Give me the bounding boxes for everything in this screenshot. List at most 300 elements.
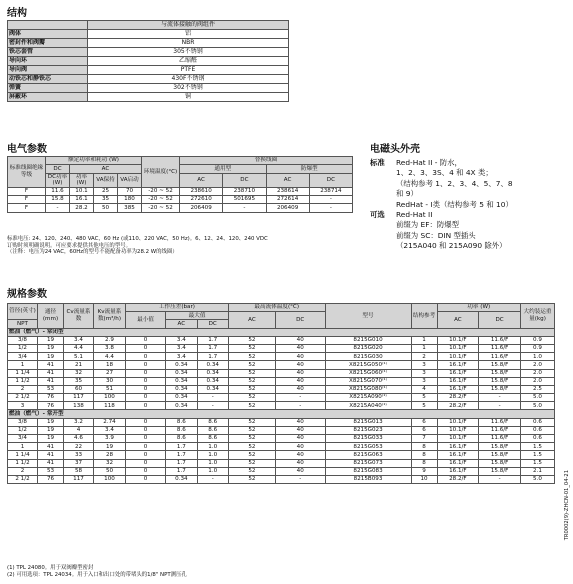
solenoid-text: RedHat - I类（结构参考 5 和 10） — [396, 199, 513, 209]
cell: 8215G013 — [325, 418, 411, 426]
cell: 206409 — [180, 204, 223, 212]
cell: 1 1/4 — [8, 451, 38, 459]
col-orifice: 通径(mm) — [38, 304, 64, 329]
solenoid-text: 和 9） — [396, 189, 418, 199]
cell: 5.0 — [521, 475, 555, 483]
table-row — [8, 443, 555, 451]
cell: 1 — [411, 344, 437, 352]
cell: 8 — [411, 443, 437, 451]
cell: 1.7 — [166, 451, 197, 459]
table-row — [8, 426, 555, 434]
cell: - — [479, 475, 521, 483]
cell: 0.34 — [166, 475, 197, 483]
cell: 18 — [94, 361, 126, 369]
cell: 3.9 — [94, 435, 126, 443]
cell: 52 — [228, 443, 275, 451]
cell: 3/8 — [8, 418, 38, 426]
cell: 3.4 — [166, 344, 197, 352]
cell: 0 — [126, 418, 166, 426]
cell: 28.2/F — [437, 475, 479, 483]
cell: 8215G063 — [325, 451, 411, 459]
cell: 3/4 — [8, 353, 38, 361]
cell: 15.8 — [46, 195, 70, 203]
col-pressure-max: 最大值 — [166, 312, 229, 320]
cell: -20 ~ 52 — [142, 195, 180, 203]
spec-title: 规格参数 — [7, 289, 47, 300]
col-construction: 结构参考 — [411, 304, 437, 329]
cell: 1 — [411, 336, 437, 344]
cell: 0.6 — [521, 418, 555, 426]
structure-key: 导向阀 — [8, 66, 88, 75]
solenoid-text: （结构参考 1、2、3、4、5、7、8 — [396, 178, 513, 188]
cell: 118 — [94, 402, 126, 410]
cell: 40 — [275, 418, 325, 426]
cell: 4.6 — [64, 435, 94, 443]
cell: 52 — [228, 435, 275, 443]
cell: 180 — [118, 195, 142, 203]
cell: 16.1/F — [437, 467, 479, 475]
cell: 2.1 — [521, 467, 555, 475]
cell: 40 — [275, 443, 325, 451]
structure-value: 302不锈钢 — [88, 84, 289, 93]
cell: 2.0 — [521, 377, 555, 385]
cell: 11.6/F — [479, 435, 521, 443]
col-general-dc: DC — [223, 173, 266, 187]
cell: 385 — [118, 204, 142, 212]
solenoid-text: 1、2、3、3S、4 和 4X 类； — [396, 168, 493, 178]
col-va-hold: VA保持 — [94, 173, 118, 187]
cell: 0.9 — [521, 344, 555, 352]
cell: 3.4 — [166, 353, 197, 361]
cell: 16.1/F — [437, 361, 479, 369]
cell: 0.34 — [166, 394, 197, 402]
cell: 3 — [411, 361, 437, 369]
cell: 3/4 — [8, 435, 38, 443]
cell: 10.1/F — [437, 344, 479, 352]
cell: 50 — [94, 467, 126, 475]
cell: 40 — [275, 459, 325, 467]
structure-key: 动铁芯和静铁芯 — [8, 75, 88, 84]
cell: 4.4 — [64, 344, 94, 352]
cell: 0.34 — [166, 361, 197, 369]
cell: 50 — [94, 204, 118, 212]
cell: 0 — [126, 467, 166, 475]
cell: 1.0 — [197, 443, 228, 451]
cell: 1 1/4 — [8, 369, 38, 377]
cell: 1.5 — [521, 459, 555, 467]
cell: 0 — [126, 353, 166, 361]
col-power-ac: AC — [437, 312, 479, 328]
cell: 16.1/F — [437, 369, 479, 377]
cell: 272610 — [180, 195, 223, 203]
cell: 1.7 — [197, 344, 228, 352]
cell: 8215G083 — [325, 467, 411, 475]
structure-table — [7, 20, 289, 102]
table-row — [8, 377, 555, 385]
section-label: 燃油（燃气）- 常开型 — [8, 410, 555, 418]
cell: 40 — [275, 353, 325, 361]
cell: 1.7 — [166, 459, 197, 467]
table-row — [8, 467, 555, 475]
table-row — [8, 451, 555, 459]
col-pressure-min: 最小值 — [126, 312, 166, 328]
cell: 8.6 — [166, 418, 197, 426]
cell: F — [8, 195, 46, 203]
cell: 16.1/F — [437, 385, 479, 393]
cell: 5 — [411, 402, 437, 410]
col-general-ac: AC — [180, 173, 223, 187]
cell: 0 — [126, 451, 166, 459]
cell: 0 — [126, 475, 166, 483]
cell: X8215G070⁽¹⁾ — [325, 377, 411, 385]
electrical-notes — [7, 236, 268, 256]
cell: 2.0 — [521, 361, 555, 369]
cell: 1.7 — [197, 353, 228, 361]
col-pipe-size: 管径(英寸) — [8, 304, 38, 320]
cell: 0 — [126, 426, 166, 434]
cell: 8215G033 — [325, 435, 411, 443]
col-fluid-ac: AC — [228, 312, 275, 328]
cell: 16.1/F — [437, 451, 479, 459]
cell: 2.74 — [94, 418, 126, 426]
cell: 19 — [38, 435, 64, 443]
col-va-start: VA启动 — [118, 173, 142, 187]
cell: 8215G020 — [325, 344, 411, 352]
cell: 8.6 — [166, 426, 197, 434]
structure-key: 屏蔽环 — [8, 93, 88, 102]
cell: 3.4 — [94, 426, 126, 434]
cell: 1.7 — [166, 443, 197, 451]
cell: 0.9 — [521, 336, 555, 344]
col-npt: NPT — [8, 320, 38, 328]
cell: 1.0 — [521, 353, 555, 361]
structure-value: NBR — [88, 39, 289, 48]
structure-key: 弹簧 — [8, 84, 88, 93]
cell: 52 — [228, 394, 275, 402]
cell: 8215B093 — [325, 475, 411, 483]
col-weight: 大约装运重量(kg) — [521, 304, 555, 329]
table-row — [8, 418, 555, 426]
cell: 238614 — [266, 187, 309, 195]
cell: 51 — [94, 385, 126, 393]
cell: 41 — [38, 369, 64, 377]
cell: 0.34 — [197, 385, 228, 393]
spec-table — [7, 303, 555, 484]
cell: 117 — [64, 475, 94, 483]
cell: 10.1 — [70, 187, 94, 195]
col-replacement-coil: 替换线圈 — [180, 157, 353, 165]
cell: 10.1/F — [437, 418, 479, 426]
spec-notes — [7, 565, 187, 578]
cell: 15.8/F — [479, 443, 521, 451]
cell: 40 — [275, 361, 325, 369]
solenoid-text: （215A040 和 215A090 除外） — [396, 241, 507, 251]
cell: 138 — [64, 402, 94, 410]
cell: 3.4 — [166, 336, 197, 344]
cell: 19 — [94, 443, 126, 451]
cell: X8215G050⁽¹⁾ — [325, 361, 411, 369]
cell: 58 — [64, 467, 94, 475]
cell: 15.8/F — [479, 385, 521, 393]
cell: 16.1/F — [437, 377, 479, 385]
cell: X8215A090⁽¹⁾ — [325, 394, 411, 402]
cell: 21 — [64, 361, 94, 369]
section-row — [8, 410, 555, 418]
cell: 25 — [94, 187, 118, 195]
table-row — [8, 475, 555, 483]
cell: 76 — [38, 402, 64, 410]
cell: 41 — [38, 459, 64, 467]
cell: 1.5 — [521, 451, 555, 459]
table-row — [8, 361, 555, 369]
cell: 52 — [228, 353, 275, 361]
cell: 16.1/F — [437, 443, 479, 451]
cell: 53 — [38, 467, 64, 475]
col-explosion-ac: AC — [266, 173, 309, 187]
cell: 10.1/F — [437, 426, 479, 434]
cell: 41 — [38, 361, 64, 369]
cell: 40 — [275, 344, 325, 352]
cell: 0 — [126, 377, 166, 385]
cell: 52 — [228, 369, 275, 377]
cell: 60 — [64, 385, 94, 393]
cell: 1/2 — [8, 426, 38, 434]
cell: 28.2 — [70, 204, 94, 212]
cell: 1 1/2 — [8, 377, 38, 385]
cell: 1.0 — [197, 451, 228, 459]
col-power-dc: DC — [479, 312, 521, 328]
cell: 28.2/F — [437, 394, 479, 402]
cell: 41 — [38, 377, 64, 385]
cell: 1.7 — [197, 336, 228, 344]
cell: 3.4 — [64, 336, 94, 344]
structure-value: 铜 — [88, 93, 289, 102]
cell: - — [223, 204, 266, 212]
cell: 0 — [126, 385, 166, 393]
cell: 3.8 — [94, 344, 126, 352]
structure-key: 密封件和阀瓣 — [8, 39, 88, 48]
cell: 0 — [126, 435, 166, 443]
cell: 40 — [275, 369, 325, 377]
cell: 4 — [411, 385, 437, 393]
cell: 8.6 — [166, 435, 197, 443]
cell: 100 — [94, 394, 126, 402]
structure-value: 铝 — [88, 30, 289, 39]
structure-value: PTFE — [88, 66, 289, 75]
cell: 19 — [38, 344, 64, 352]
cell: 11.6/F — [479, 336, 521, 344]
cell: 0.34 — [166, 377, 197, 385]
cell: 8215G053 — [325, 443, 411, 451]
cell: 5.1 — [64, 353, 94, 361]
cell: 1.0 — [197, 467, 228, 475]
cell: 117 — [64, 394, 94, 402]
cell: 5.0 — [521, 402, 555, 410]
cell: 11.6 — [46, 187, 70, 195]
cell: 8.6 — [197, 418, 228, 426]
cell: 70 — [118, 187, 142, 195]
cell: 0.34 — [197, 377, 228, 385]
solenoid-title: 电磁头外壳 — [370, 144, 420, 155]
table-row — [8, 402, 555, 410]
section-row — [8, 328, 555, 336]
cell: 32 — [64, 369, 94, 377]
cell: 0.34 — [166, 402, 197, 410]
spec-note: (2) 可用选项：TPL 24034。用于入口和出口处的带堵头的1/8" NPT测压孔 — [7, 571, 187, 578]
cell: 1 — [8, 443, 38, 451]
cell: 0 — [126, 344, 166, 352]
col-ac: AC — [70, 165, 142, 173]
cell: 16.1/F — [437, 459, 479, 467]
table-row — [8, 369, 555, 377]
col-kv: Kv流量系数(m³/h) — [94, 304, 126, 329]
cell: 5 — [411, 394, 437, 402]
cell: 11.6/F — [479, 418, 521, 426]
cell: 52 — [228, 344, 275, 352]
cell: - — [46, 204, 70, 212]
col-dc: DC — [46, 165, 70, 173]
cell: 27 — [94, 369, 126, 377]
structure-key: 铁芯套管 — [8, 48, 88, 57]
cell: 2.5 — [521, 385, 555, 393]
cell: -20 ~ 52 — [142, 204, 180, 212]
cell: 10.1/F — [437, 353, 479, 361]
cell: X8215G060⁽¹⁾ — [325, 369, 411, 377]
col-coil-class: 标准线圈绝缘等级 — [8, 157, 46, 188]
electrical-row — [8, 204, 353, 212]
cell: 3 — [411, 369, 437, 377]
cell: 8.6 — [197, 426, 228, 434]
cell: 28.2/F — [437, 402, 479, 410]
structure-value: 乙缩醛 — [88, 57, 289, 66]
cell: 52 — [228, 426, 275, 434]
col-rated-power: 额定功率和耗功 (W) — [46, 157, 142, 165]
electrical-note: 标准电压: 24、120、240、480 VAC，60 Hz (或110、220 VAC，50 Hz)。6、12、24、120、240 VDC — [7, 236, 268, 242]
cell: 52 — [228, 402, 275, 410]
solenoid-enclosure-list — [370, 158, 513, 252]
solenoid-text: 前缀为 SC：DIN 型插头 — [396, 230, 476, 240]
cell: 52 — [228, 418, 275, 426]
spec-note: (1) TPL 24080。用于双阀瓣型密封 — [7, 565, 94, 571]
table-row — [8, 353, 555, 361]
cell: 8 — [411, 459, 437, 467]
cell: 19 — [38, 418, 64, 426]
cell: 8.6 — [197, 435, 228, 443]
col-fluid-dc: DC — [275, 312, 325, 328]
cell: 4.4 — [94, 353, 126, 361]
cell: 19 — [38, 336, 64, 344]
cell: 0.34 — [197, 361, 228, 369]
cell: 8215G073 — [325, 459, 411, 467]
cell: 40 — [275, 435, 325, 443]
solenoid-text: Red-Hat II - 防水， — [396, 158, 462, 167]
cell: 1 — [8, 361, 38, 369]
cell: 11.6/F — [479, 353, 521, 361]
cell: 2 1/2 — [8, 394, 38, 402]
cell: 76 — [38, 394, 64, 402]
cell: 52 — [228, 336, 275, 344]
cell: 11.6/F — [479, 344, 521, 352]
cell: 40 — [275, 377, 325, 385]
cell: - — [309, 204, 352, 212]
table-row — [8, 435, 555, 443]
cell: 30 — [94, 377, 126, 385]
cell: 0 — [126, 394, 166, 402]
cell: 1.7 — [166, 467, 197, 475]
cell: 52 — [228, 377, 275, 385]
cell: 4 — [64, 426, 94, 434]
cell: 6 — [411, 418, 437, 426]
col-pressure-dc: DC — [197, 320, 228, 328]
table-row — [8, 459, 555, 467]
cell: 15.8/F — [479, 467, 521, 475]
electrical-row — [8, 195, 353, 203]
cell: 3.2 — [64, 418, 94, 426]
electrical-title: 电气参数 — [7, 144, 47, 155]
cell: - — [275, 402, 325, 410]
cell: 19 — [38, 353, 64, 361]
cell: 28 — [94, 451, 126, 459]
cell: 0.34 — [166, 385, 197, 393]
cell: - — [479, 402, 521, 410]
cell: 52 — [228, 467, 275, 475]
cell: - — [197, 394, 228, 402]
cell: 0.34 — [197, 369, 228, 377]
cell: 33 — [64, 451, 94, 459]
structure-title: 结构 — [7, 8, 27, 19]
cell: 501695 — [223, 195, 266, 203]
cell: - — [197, 402, 228, 410]
cell: 6 — [411, 426, 437, 434]
cell: 238610 — [180, 187, 223, 195]
cell: 9 — [411, 467, 437, 475]
structure-key: 导向环 — [8, 57, 88, 66]
cell: 35 — [94, 195, 118, 203]
solenoid-label: 标准 — [370, 158, 385, 167]
cell: 15.8/F — [479, 377, 521, 385]
cell: 35 — [64, 377, 94, 385]
cell: 11.6/F — [479, 426, 521, 434]
cell: 40 — [275, 426, 325, 434]
cell: 2 — [8, 467, 38, 475]
cell: 2 — [8, 385, 38, 393]
cell: 2.9 — [94, 336, 126, 344]
cell: 8215G023 — [325, 426, 411, 434]
col-explosion-proof: 防爆型 — [266, 165, 353, 173]
cell: 3 — [8, 402, 38, 410]
cell: 0 — [126, 459, 166, 467]
cell: 8215G010 — [325, 336, 411, 344]
cell: 238714 — [309, 187, 352, 195]
cell: 238710 — [223, 187, 266, 195]
cell: 8 — [411, 451, 437, 459]
col-dc-power: DC功率(W) — [46, 173, 70, 187]
structure-key: 阀体 — [8, 30, 88, 39]
cell: 40 — [275, 451, 325, 459]
cell: 0.6 — [521, 426, 555, 434]
cell: 40 — [275, 385, 325, 393]
structure-value: 430F不锈钢 — [88, 75, 289, 84]
cell: X8215A040⁽¹⁾ — [325, 402, 411, 410]
cell: 7 — [411, 435, 437, 443]
cell: 19 — [38, 426, 64, 434]
col-general: 通用型 — [180, 165, 267, 173]
table-row — [8, 385, 555, 393]
cell: F — [8, 187, 46, 195]
cell: 76 — [38, 475, 64, 483]
cell: 10.1/F — [437, 336, 479, 344]
cell: 52 — [228, 475, 275, 483]
